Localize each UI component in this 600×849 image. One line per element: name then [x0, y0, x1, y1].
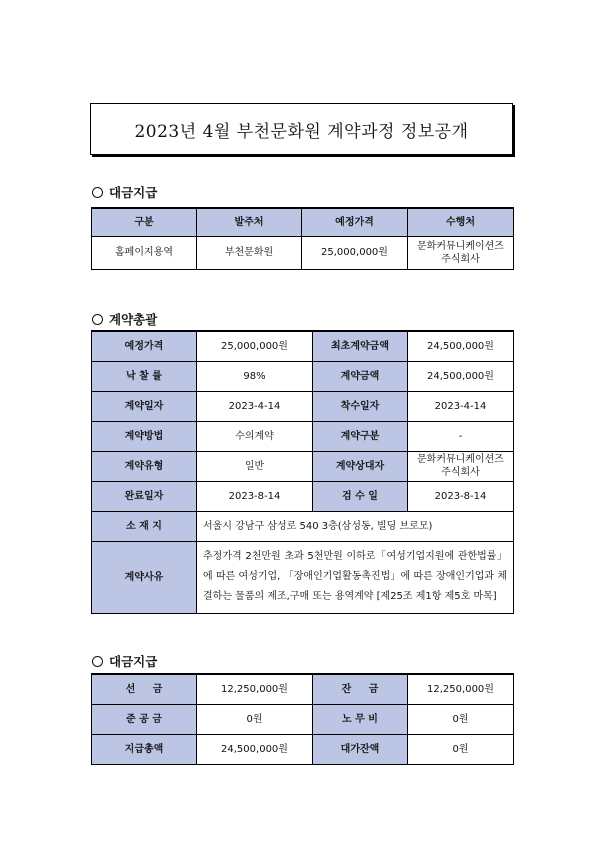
row-label: 예정가격 — [92, 331, 197, 361]
table-cell: 24,500,000원 — [197, 734, 313, 764]
row-label: 계약상대자 — [313, 451, 408, 481]
reason-value: 추정가격 2천만원 초과 5천만원 이하로「여성기업지원에 관한법률」에 따른 여성기업, 「장애인기업활동촉진법」에 따른 장애인기업과 체결하는 물품의 제조,구매 또는 용역계약 [제25조 제1항 제5호 마목] — [197, 541, 514, 613]
payment-detail-table — [91, 673, 514, 765]
row-label: 계약일자 — [92, 391, 197, 421]
row-label: 착수일자 — [313, 391, 408, 421]
row-label: 선 금 — [92, 674, 197, 704]
payment-summary-table — [91, 207, 514, 270]
section-heading-text: 계약총괄 — [109, 312, 158, 327]
row-label: 계약금액 — [313, 361, 408, 391]
column-header: 발주처 — [197, 208, 302, 236]
row-label: 계약방법 — [92, 421, 197, 451]
table-cell: 24,500,000원 — [408, 361, 514, 391]
page-title — [90, 103, 513, 155]
row-label: 계약사유 — [92, 541, 197, 613]
section-heading-text: 대금지급 — [109, 185, 158, 200]
column-header: 예정가격 — [302, 208, 408, 236]
table-cell: 2023-4-14 — [408, 391, 514, 421]
circle-bullet-icon — [92, 187, 103, 198]
table-cell: 0원 — [408, 704, 514, 734]
table-cell: 0원 — [197, 704, 313, 734]
row-label: 대가잔액 — [313, 734, 408, 764]
row-label: 노 무 비 — [313, 704, 408, 734]
table-cell: 문화커뮤니케이션즈 주식회사 — [408, 451, 514, 481]
section-heading-text: 대금지급 — [109, 654, 158, 669]
contract-overview-table — [91, 330, 514, 614]
table-cell: 2023-4-14 — [197, 391, 313, 421]
table-row — [92, 331, 514, 361]
table-cell: - — [408, 421, 514, 451]
table-cell: 일반 — [197, 451, 313, 481]
column-header: 수행처 — [408, 208, 514, 236]
table-header-row — [92, 208, 514, 236]
table-cell: 12,250,000원 — [408, 674, 514, 704]
table-row — [92, 704, 514, 734]
table-row — [92, 481, 514, 511]
row-label: 완료일자 — [92, 481, 197, 511]
table-cell: 수의계약 — [197, 421, 313, 451]
page-title-text: 2023년 4월 부천문화원 계약과정 정보공개 — [134, 121, 469, 142]
table-row — [92, 391, 514, 421]
table-row — [92, 734, 514, 764]
table-row — [92, 451, 514, 481]
row-label: 검 수 일 — [313, 481, 408, 511]
table-row — [92, 421, 514, 451]
column-header: 구분 — [92, 208, 197, 236]
row-label: 최초계약금액 — [313, 331, 408, 361]
section-heading-payment-1 — [92, 183, 157, 201]
table-cell: 0원 — [408, 734, 514, 764]
table-cell: 98% — [197, 361, 313, 391]
row-label: 준 공 금 — [92, 704, 197, 734]
table-cell: 홈페이지용역 — [92, 236, 197, 269]
row-label: 계약유형 — [92, 451, 197, 481]
section-heading-payment-2 — [92, 652, 157, 670]
row-label: 낙 찰 률 — [92, 361, 197, 391]
table-cell: 12,250,000원 — [197, 674, 313, 704]
table-row — [92, 236, 514, 269]
table-cell: 25,000,000원 — [302, 236, 408, 269]
row-label: 소 재 지 — [92, 511, 197, 541]
table-cell: 2023-8-14 — [408, 481, 514, 511]
table-row — [92, 541, 514, 613]
table-cell: 문화커뮤니케이션즈 주식회사 — [408, 236, 514, 269]
table-row — [92, 674, 514, 704]
table-row — [92, 361, 514, 391]
row-label: 지급총액 — [92, 734, 197, 764]
row-label: 계약구분 — [313, 421, 408, 451]
table-row — [92, 511, 514, 541]
table-cell: 2023-8-14 — [197, 481, 313, 511]
table-cell: 25,000,000원 — [197, 331, 313, 361]
table-cell: 24,500,000원 — [408, 331, 514, 361]
location-value: 서울시 강남구 삼성로 540 3층(삼성동, 빌딩 브로모) — [197, 511, 514, 541]
circle-bullet-icon — [92, 314, 103, 325]
table-cell: 부천문화원 — [197, 236, 302, 269]
circle-bullet-icon — [92, 656, 103, 667]
row-label: 잔 금 — [313, 674, 408, 704]
section-heading-contract-overview — [92, 310, 157, 328]
